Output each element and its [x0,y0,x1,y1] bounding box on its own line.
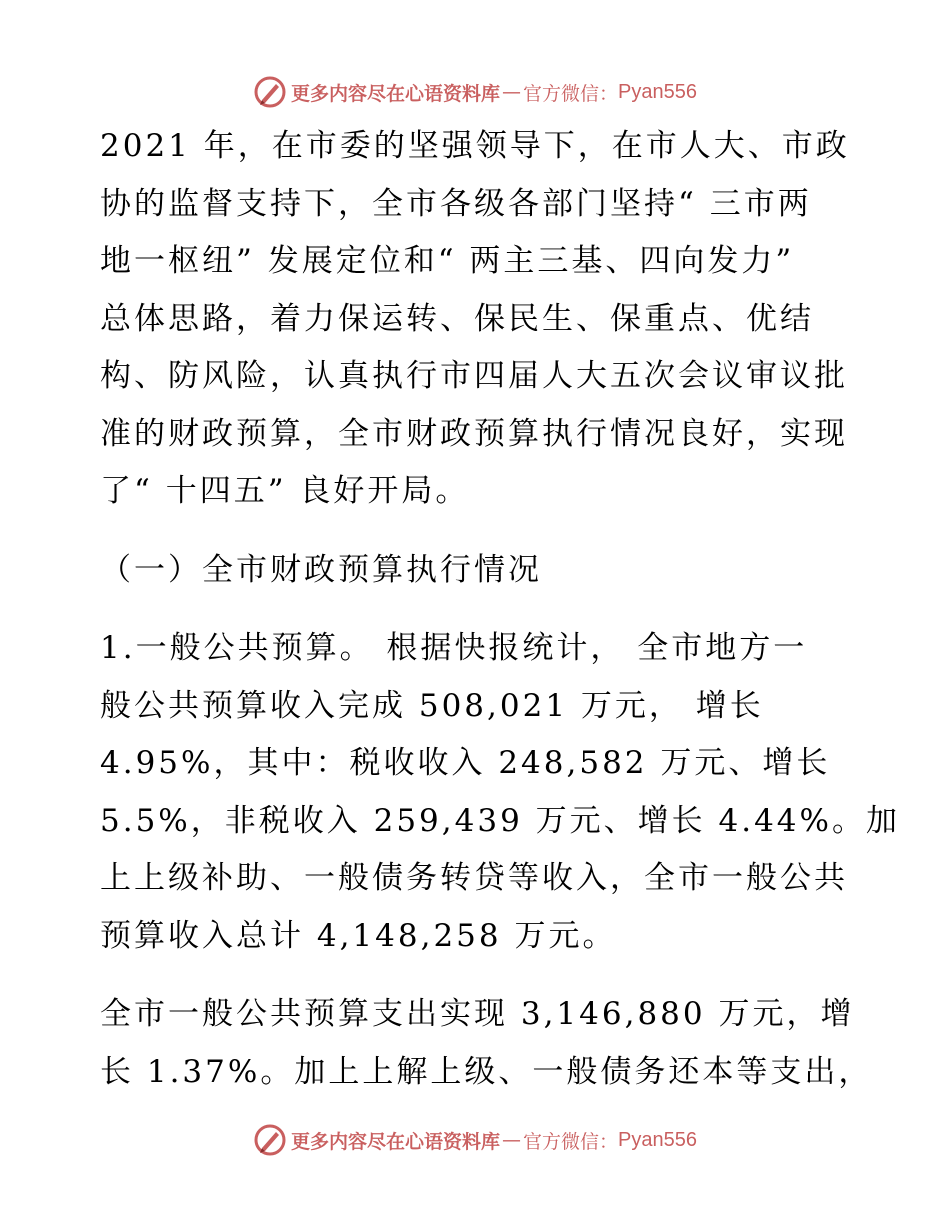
watermark-separator: — [502,81,522,103]
pen-logo-icon [253,1123,287,1157]
watermark-label: 官方微信： [523,1130,619,1153]
watermark-footer [0,1118,950,1162]
text-line: 协的监督支持下，全市各级各部门坚持“ 三市两 [100,185,812,222]
text-line: 2021 年，在市委的坚强领导下，在市人大、市政 [100,128,850,164]
text-line: 预算收入总计 4,148,258 万元。 [100,917,617,954]
text-line: 5.5%，非税收入 259,439 万元、增长 4.44%。加 [100,802,900,839]
watermark-wechat-id: Pyan556 [618,1128,697,1151]
text-line: 准的财政预算，全市财政预算执行情况良好，实现 [100,415,848,452]
section-heading [100,542,880,600]
document-body [100,118,900,1101]
text-line: 构、防风险，认真执行市四届人大五次会议审议批 [100,358,848,394]
text-line: 1.一般公共预算。 根据快报统计， 全市地方一 [100,630,808,666]
paragraph-general-budget [100,620,900,965]
watermark-separator: — [502,1129,522,1151]
watermark-wechat-id: Pyan556 [618,80,697,103]
watermark-label: 官方微信： [523,82,619,105]
text-line: 全市一般公共预算支出实现 3,146,880 万元，增 [100,996,855,1032]
text-line: 般公共预算收入完成 508,021 万元， 增长 [100,687,764,724]
text-line: 长 1.37%。加上上解上级、一般债务还本等支出， [100,1053,873,1090]
paragraph-gap [100,965,880,986]
pen-logo-icon [253,75,287,109]
heading-line: （一）全市财政预算执行情况 [100,551,542,588]
watermark-header [0,70,950,114]
text-line: 上上级补助、一般债务转贷等收入，全市一般公共 [100,860,848,896]
watermark-brand: 更多内容尽在心语资料库 [291,1130,501,1153]
text-line: 了“ 十四五” 良好开局。 [100,473,470,509]
paragraph-gap [100,599,880,620]
text-line: 总体思路，着力保运转、保民生、保重点、优结 [100,300,814,337]
paragraph-expenditure [100,986,880,1101]
text-line: 4.95%，其中：税收收入 248,582 万元、增长 [100,745,831,781]
watermark-brand: 更多内容尽在心语资料库 [291,82,501,105]
paragraph-gap [100,521,880,542]
paragraph-intro [100,118,880,521]
text-line: 地一枢纽” 发展定位和“ 两主三基、四向发力” [100,243,795,279]
